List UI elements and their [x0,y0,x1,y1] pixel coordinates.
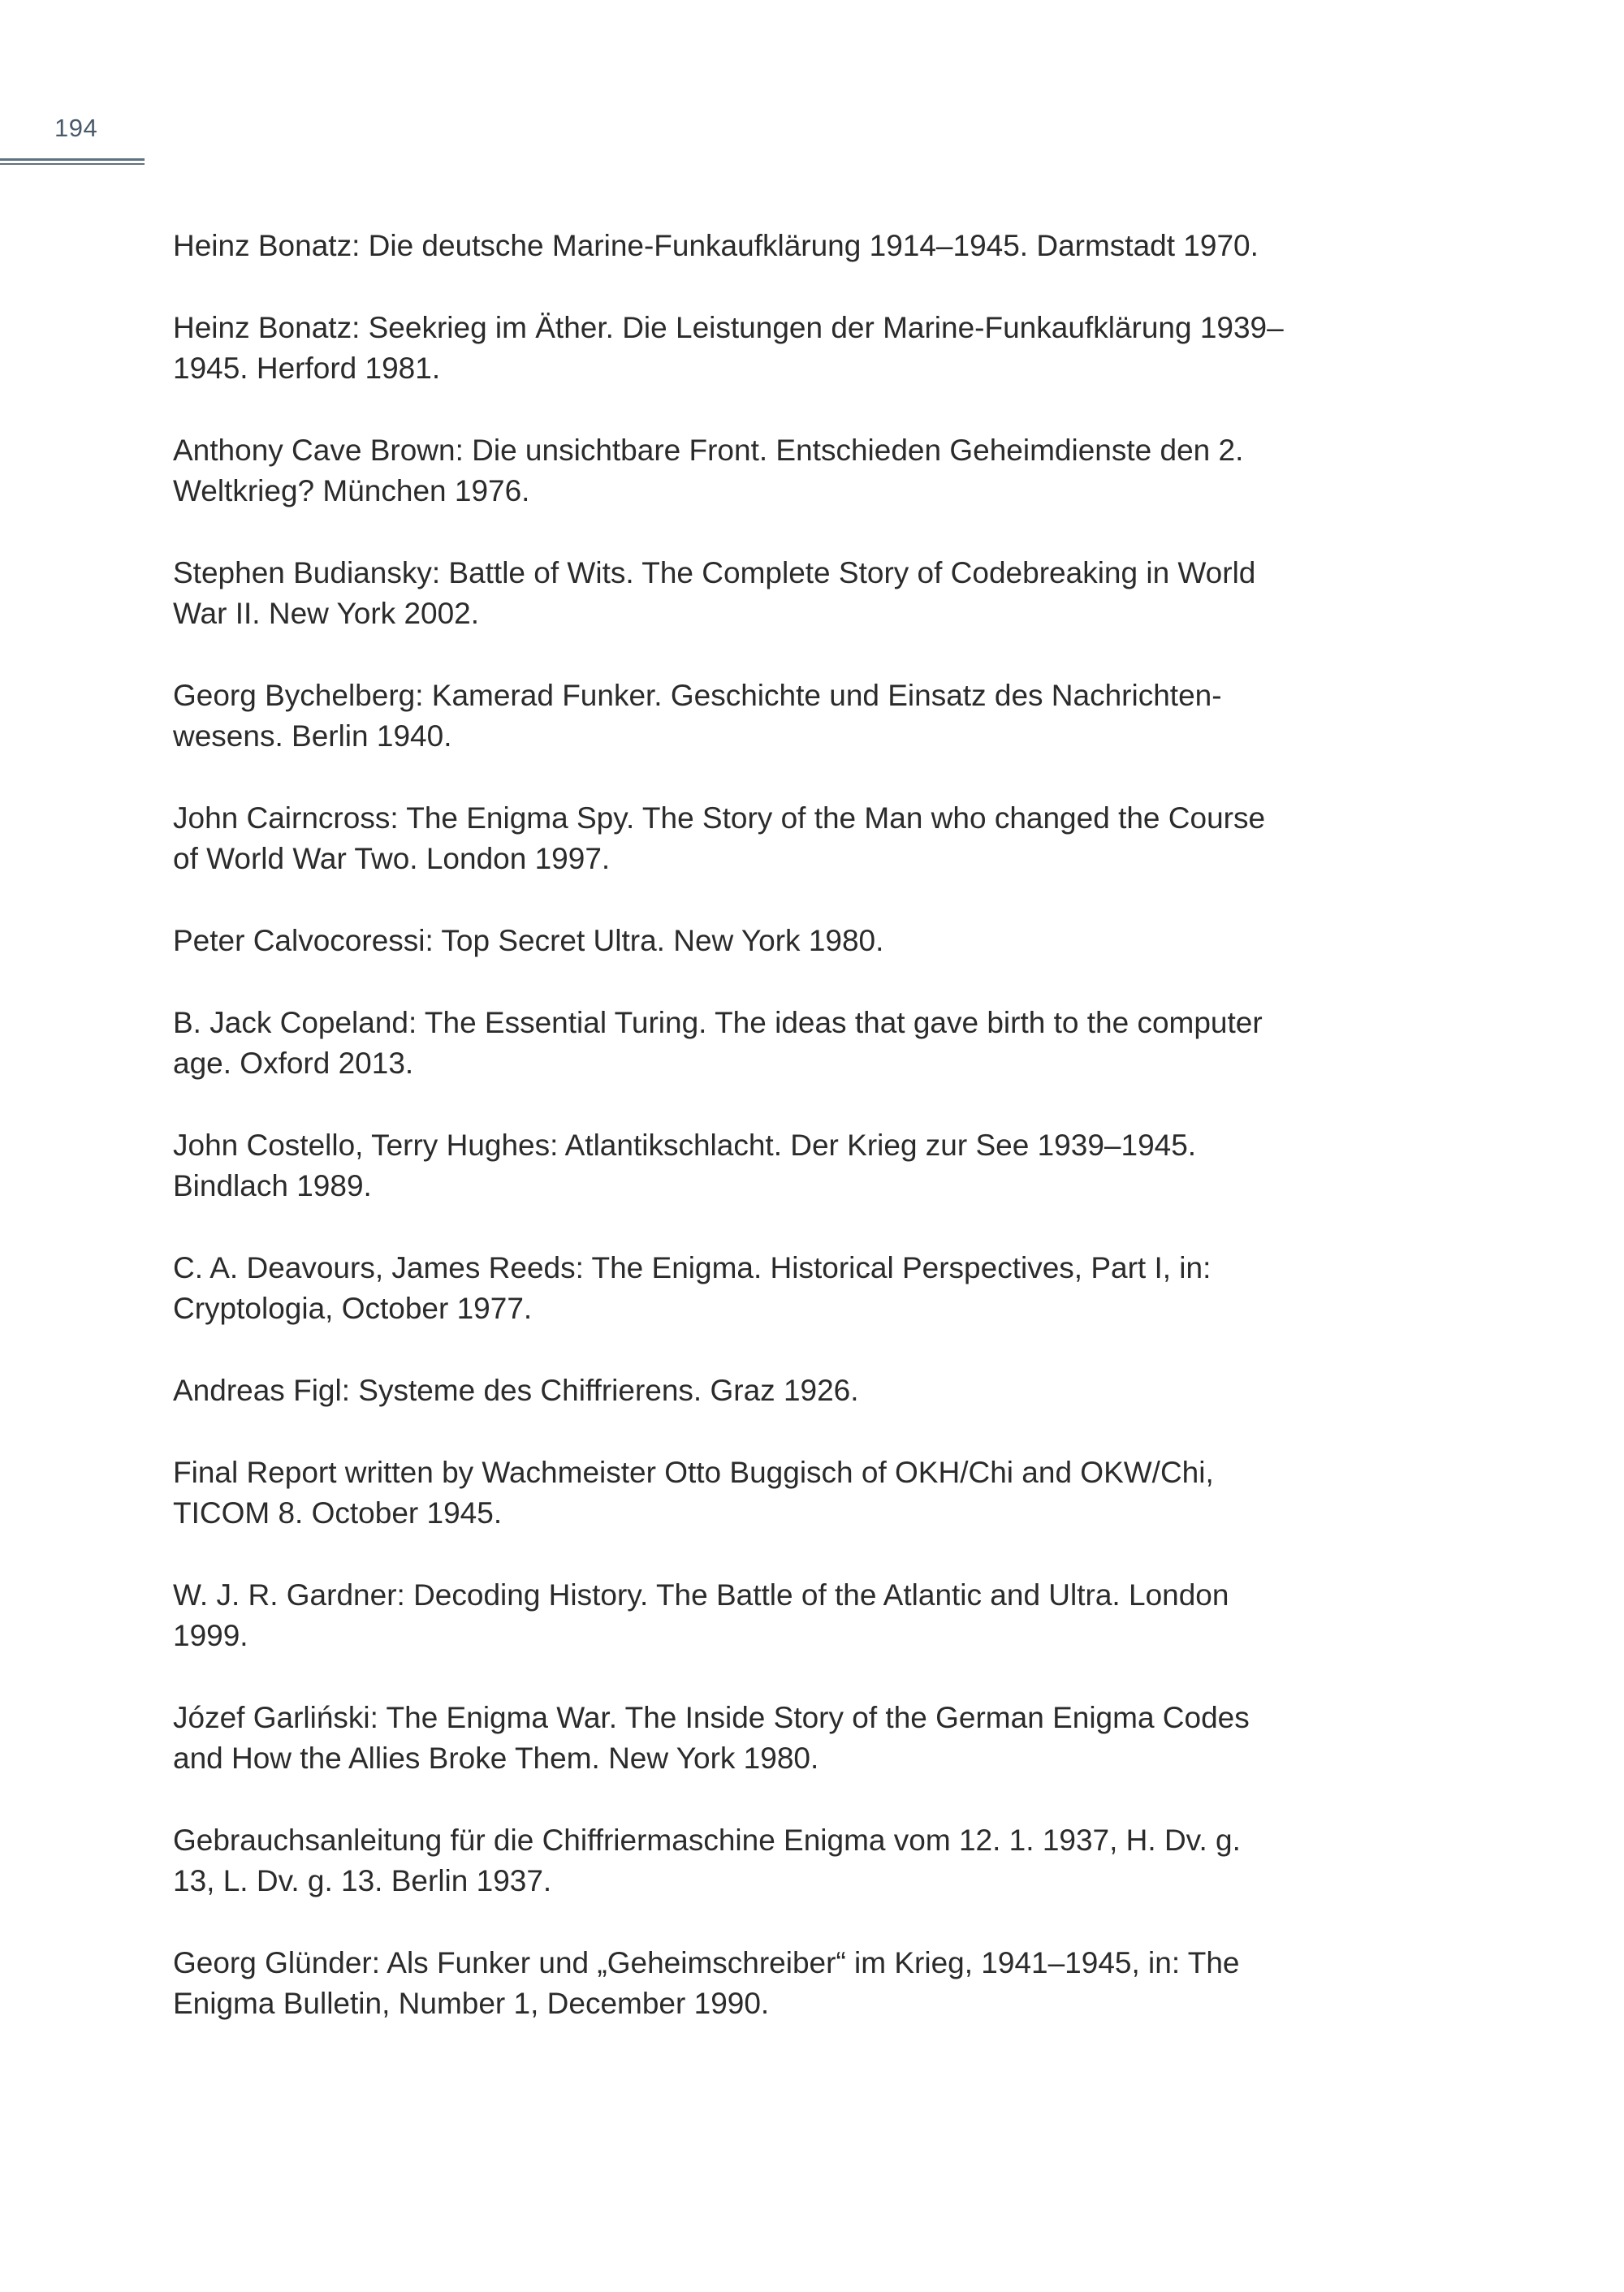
bibliography-entry: Heinz Bonatz: Die deutsche Marine-Funkaufklärung 1914–1945. Darmstadt 1970. [173,229,1259,262]
bibliography-entry: Final Report written by Wachmeister Otto Buggisch of OKH/Chi and OKW/Chi, TICOM 8. October 1945. [173,1456,1214,1530]
header-rule-bottom [0,163,145,165]
bibliography-entry: Georg Glünder: Als Funker und „Geheimschreiber“ im Krieg, 1941–1945, in: The Enigma Bulletin, Number 1, December 1990. [173,1946,1240,2020]
bibliography-entry: Peter Calvocoressi: Top Secret Ultra. New York 1980. [173,924,884,957]
bibliography-entry: Georg Bychelberg: Kamerad Funker. Geschichte und Einsatz des Nachrichten-wesens. Berlin 1940. [173,679,1222,753]
bibliography-entry: Anthony Cave Brown: Die unsichtbare Front. Entschieden Geheimdienste den 2. Weltkrieg? München 1976. [173,434,1244,507]
bibliography-entry: Heinz Bonatz: Seekrieg im Äther. Die Leistungen der Marine-Funkaufklärung 1939–1945. Herford 1981. [173,311,1284,385]
page-number: 194 [54,114,98,142]
bibliography-entry: John Costello, Terry Hughes: Atlantikschlacht. Der Krieg zur See 1939–1945. Bindlach 1989. [173,1129,1197,1202]
bibliography-entry: John Cairncross: The Enigma Spy. The Story of the Man who changed the Course of World War Two. London 1997. [173,801,1266,875]
bibliography-entry: C. A. Deavours, James Reeds: The Enigma. Historical Perspectives, Part I, in: Cryptologia, October 1977. [173,1251,1212,1325]
bibliography-entry: Gebrauchsanleitung für die Chiffriermaschine Enigma vom 12. 1. 1937, H. Dv. g. 13, L. Dv. g. 13. Berlin 1937. [173,1824,1241,1897]
bibliography-entry: W. J. R. Gardner: Decoding History. The Battle of the Atlantic and Ultra. London 1999. [173,1578,1229,1652]
bibliography-entry: Stephen Budiansky: Battle of Wits. The Complete Story of Codebreaking in World War II. New York 2002. [173,556,1256,630]
bibliography-list [173,226,1285,2065]
bibliography-entry: B. Jack Copeland: The Essential Turing. The ideas that gave birth to the computer age. Oxford 2013. [173,1006,1263,1080]
bibliography-entry: Józef Garliński: The Enigma War. The Inside Story of the German Enigma Codes and How the Allies Broke Them. New York 1980. [173,1701,1250,1775]
bibliography-entry: Andreas Figl: Systeme des Chiffrierens. Graz 1926. [173,1374,859,1407]
header-rule-top [0,158,145,161]
